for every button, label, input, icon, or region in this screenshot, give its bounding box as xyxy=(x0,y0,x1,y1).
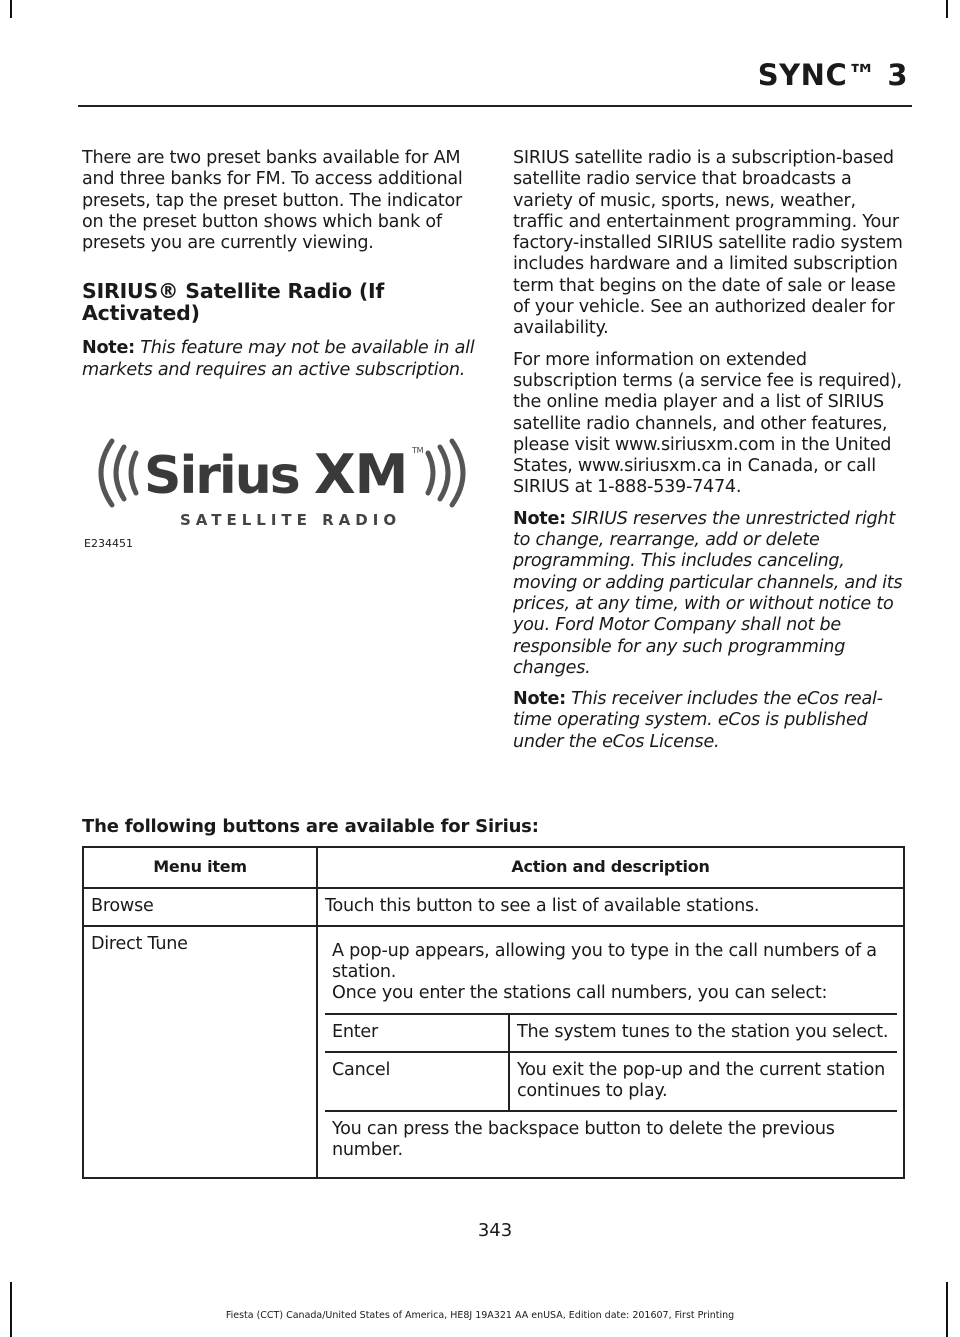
siriusxm-logo xyxy=(82,423,482,593)
menu-item-direct-tune: Direct Tune xyxy=(83,926,317,1178)
note-text: SIRIUS reserves the unrestricted right to change, rearrange, add or delete programming. This includes canceling, moving or adding particular channels, and its prices, at any time, with or without notice to you. Ford Motor Company shall not be responsible for any such programming changes. xyxy=(513,508,903,678)
header-divider xyxy=(78,105,912,107)
right-column xyxy=(513,148,908,763)
direct-tune-desc-line1: A pop-up appears, allowing you to type in the call numbers of a station. xyxy=(332,941,877,982)
table-row xyxy=(83,926,904,1178)
signal-wave-right-outer xyxy=(452,441,463,505)
note-ecos xyxy=(513,689,908,753)
direct-tune-desc-line2: Once you enter the stations call numbers, you can select: xyxy=(332,983,828,1003)
logo-brand-xm: XM xyxy=(314,443,408,507)
column-header-menu-item: Menu item xyxy=(83,847,317,888)
logo-tagline: SATELLITE RADIO xyxy=(180,511,402,530)
menu-item-browse: Browse xyxy=(83,888,317,926)
sirius-buttons-table xyxy=(82,846,905,1179)
crop-mark-top-left xyxy=(10,0,12,18)
direct-tune-options-table xyxy=(325,1013,897,1169)
note-label: Note: xyxy=(513,508,566,529)
signal-wave-right-inner xyxy=(428,453,433,493)
table-row xyxy=(325,1052,897,1111)
column-header-action: Action and description xyxy=(317,847,904,888)
left-column xyxy=(82,148,482,593)
option-cancel-label: Cancel xyxy=(325,1052,509,1111)
sirius-description-paragraph: SIRIUS satellite radio is a subscription-based satellite radio service that broadcasts a variety of music, sports, news, weather, traffic and entertainment programming. Your factory-installed SIRIUS satellite radio system includes hardware and a limited subscription term that begins on the date of sale or lease of your vehicle. See an authorized dealer for availability. xyxy=(513,148,903,339)
signal-wave-left-inner xyxy=(131,453,136,493)
table-row xyxy=(83,888,904,926)
browse-description: Touch this button to see a list of available stations. xyxy=(317,888,904,926)
siriusxm-logo-graphic xyxy=(82,423,482,533)
signal-wave-left-outer xyxy=(101,441,112,505)
table-row xyxy=(325,1111,897,1169)
note-text: This feature may not be available in all markets and requires an active subscription. xyxy=(82,338,475,380)
note-text: This receiver includes the eCos real-time operating system. eCos is published under the eCos License. xyxy=(513,689,883,752)
presets-paragraph: There are two preset banks available for AM and three banks for FM. To access additional presets, tap the preset button. The indicator on the preset button shows which bank of presets you are currently viewing. xyxy=(82,148,463,254)
page-header-title: SYNC™ 3 xyxy=(757,58,908,92)
crop-mark-top-right xyxy=(946,0,948,18)
note-label: Note: xyxy=(82,338,135,359)
table-heading: The following buttons are available for Sirius: xyxy=(82,816,539,837)
direct-tune-description xyxy=(317,926,904,1178)
note-label: Note: xyxy=(513,689,566,710)
figure-code: E234451 xyxy=(84,537,133,551)
direct-tune-text xyxy=(325,934,897,1013)
section-title-sirius: SIRIUS® Satellite Radio (If Activated) xyxy=(82,279,385,326)
page-number: 343 xyxy=(477,1220,513,1241)
logo-brand-sirius: Sirius xyxy=(144,446,299,507)
option-cancel-description: You exit the pop-up and the current station continues to play. xyxy=(509,1052,897,1111)
sirius-info-paragraph: For more information on extended subscription terms (a service fee is required), the online media player and a list of SIRIUS satellite radio channels, and other features, please visit www.siriusxm.com in the United States, www.siriusxm.ca in Canada, or call SIRIUS at 1-888-539-7474. xyxy=(513,349,902,498)
page-footer: Fiesta (CCT) Canada/United States of America, HE8J 19A321 AA enUSA, Edition date: 201607, First Printing xyxy=(225,1310,735,1321)
logo-trademark: TM xyxy=(412,446,424,456)
table-row xyxy=(325,1014,897,1052)
note-programming xyxy=(513,509,908,679)
signal-wave-left-middle xyxy=(116,447,124,499)
table-header-row xyxy=(83,847,904,888)
option-enter-description: The system tunes to the station you select. xyxy=(509,1014,897,1052)
note-availability xyxy=(82,338,482,381)
option-enter-label: Enter xyxy=(325,1014,509,1052)
signal-wave-right-middle xyxy=(440,447,448,499)
backspace-description: You can press the backspace button to delete the previous number. xyxy=(325,1111,897,1169)
